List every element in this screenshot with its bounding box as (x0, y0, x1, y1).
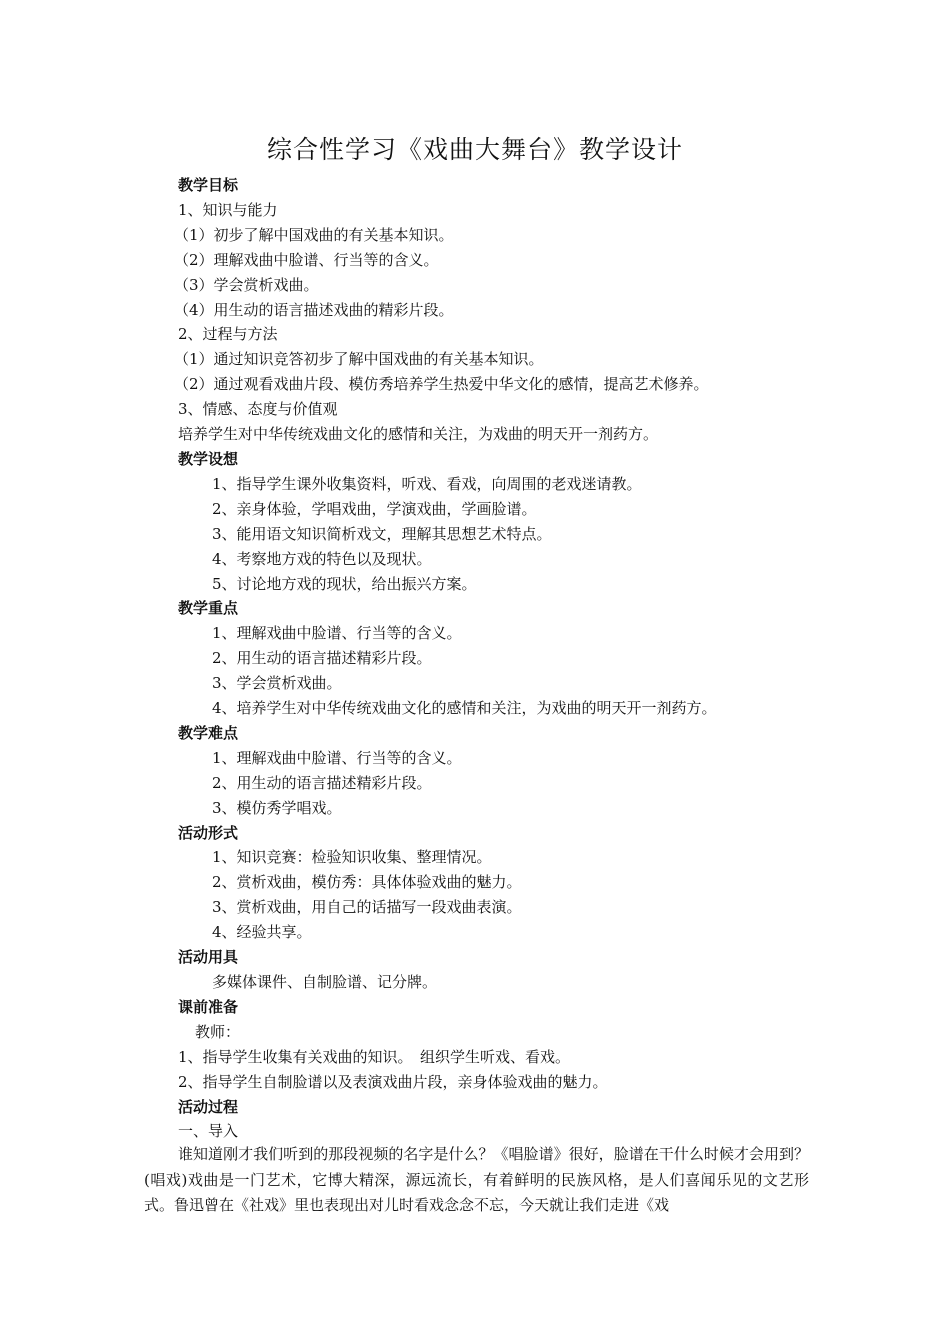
list-item: 2、用生动的语言描述精彩片段。 (212, 649, 432, 668)
subheading-intro: 一、导入 (178, 1122, 239, 1141)
document-title: 综合性学习《戏曲大舞台》教学设计 (266, 135, 683, 164)
list-item: 1、知识竞赛：检验知识收集、整理情况。 (212, 848, 492, 867)
list-item: 5、讨论地方戏的现状，给出振兴方案。 (212, 574, 477, 593)
list-item: （1）通过知识竞答初步了解中国戏曲的有关基本知识。 (174, 350, 544, 369)
list-item: 2、赏析戏曲，模仿秀：具体体验戏曲的魅力。 (212, 873, 522, 892)
section-heading-forms: 活动形式 (178, 823, 239, 842)
list-item: 2、指导学生自制脸谱以及表演戏曲片段，亲身体验戏曲的魅力。 (178, 1072, 608, 1091)
list-item: 3、模仿秀学唱戏。 (212, 798, 342, 817)
section-heading-ideas: 教学设想 (178, 449, 239, 468)
section-heading-difficult: 教学难点 (178, 723, 239, 742)
list-item: 4、考察地方戏的特色以及现状。 (212, 549, 432, 568)
list-item: 1、指导学生收集有关戏曲的知识。 组织学生听戏、看戏。 (178, 1047, 571, 1066)
list-item: 2、用生动的语言描述精彩片段。 (212, 773, 432, 792)
section-heading-tools: 活动用具 (178, 948, 239, 967)
document-body (174, 173, 810, 1144)
subheading-process: 2、过程与方法 (178, 325, 278, 344)
section-heading-prep: 课前准备 (178, 997, 239, 1016)
list-item: 4、培养学生对中华传统戏曲文化的感情和关注，为戏曲的明天开一剂药方。 (212, 699, 717, 718)
section-heading-process: 活动过程 (178, 1097, 239, 1116)
list-item: 3、赏析戏曲，用自己的话描写一段戏曲表演。 (212, 898, 522, 917)
list-item: 4、经验共享。 (212, 923, 312, 942)
list-item: （1）初步了解中国戏曲的有关基本知识。 (174, 225, 454, 244)
values-text: 培养学生对中华传统戏曲文化的感情和关注，为戏曲的明天开一剂药方。 (178, 425, 659, 444)
list-item: （3）学会赏析戏曲。 (174, 275, 319, 294)
list-item: 3、学会赏析戏曲。 (212, 674, 342, 693)
list-item: 1、理解戏曲中脸谱、行当等的含义。 (212, 624, 462, 643)
list-item: 2、亲身体验，学唱戏曲，学演戏曲，学画脸谱。 (212, 499, 537, 518)
section-heading-goals: 教学目标 (178, 176, 239, 194)
subheading-knowledge: 1、知识与能力 (178, 200, 278, 219)
list-item: （4）用生动的语言描述戏曲的精彩片段。 (174, 300, 454, 319)
intro-paragraph: 谁知道刚才我们听到的那段视频的名字是什么？《唱脸谱》很好，脸谱在干什么时候才会用到？(唱戏)戏曲是一门艺术，它博大精深，源远流长，有着鲜明的民族风格，是人们喜闻乐见的文艺形式。鲁迅曾在《社戏》里也表现出对儿时看戏念念不忘，今天就让我们走进《戏 (144, 1145, 809, 1214)
list-item: 3、能用语文知识简析戏文，理解其思想艺术特点。 (212, 524, 552, 543)
list-item: （2）理解戏曲中脸谱、行当等的含义。 (174, 250, 439, 269)
list-item: （2）通过观看戏曲片段、模仿秀培养学生热爱中华文化的感情，提高艺术修养。 (174, 375, 709, 394)
teacher-label: 教师： (195, 1022, 241, 1041)
list-item: 1、理解戏曲中脸谱、行当等的含义。 (212, 748, 462, 767)
subheading-values: 3、情感、态度与价值观 (178, 400, 338, 419)
tools-text: 多媒体课件、自制脸谱、记分牌。 (212, 973, 438, 991)
section-heading-key: 教学重点 (178, 599, 239, 618)
list-item: 1、指导学生课外收集资料，听戏、看戏，向周围的老戏迷请教。 (212, 474, 642, 493)
